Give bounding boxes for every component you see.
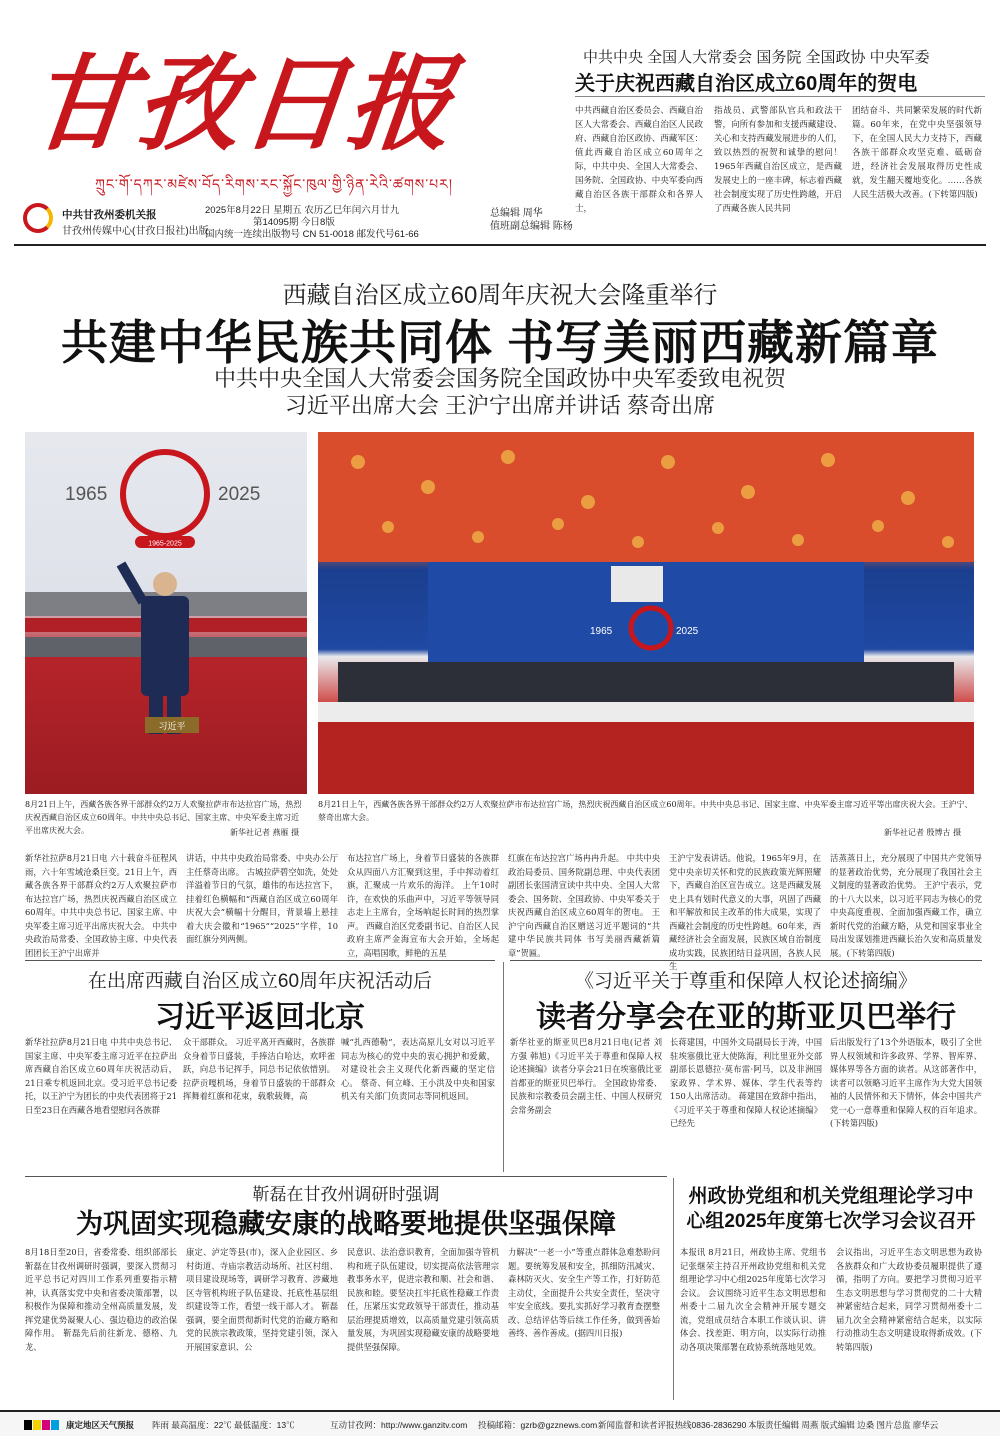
story4-kicker: 靳磊在甘孜州调研时强调 — [252, 1185, 440, 1204]
issue-codes: 国内统一连续出版物号 CN 51-0018 邮发代号61-66 — [205, 229, 419, 240]
story3-col-3: 后出版发行了13个外语版本，吸引了全世界人权领域和许多政界、学界、智库界、媒体界等各方面的读者。从这部著作中，读者可以领略习近平主席作为大党大国领袖的人民情怀和天下情怀，体会中国共产党一心一意尊重和保障人权的百年追求。(下转第四版) — [830, 1037, 982, 1128]
story5-headline — [680, 1184, 982, 1234]
masthead-rule — [14, 244, 986, 246]
publisher-logo-icon — [23, 203, 53, 233]
lead-subhead-1: 中共中央全国人大常委会国务院全国政协中央军委致电祝贺 — [213, 366, 786, 391]
org-line-1: 中共甘孜州委机关报 — [62, 209, 157, 221]
congrat-col-3: 团结奋斗、共同繁荣发展的时代新篇。60年来，在党中央坚强领导下，在全国人民大力支持下，西藏各族干部群众攻坚克难、砥砺奋进，经济社会发展取得历史性成就，发生翻天覆地变化。……各族人民生活极大改善。(下转第四版) — [852, 106, 982, 200]
story4-col-4: 力解决“一老一小”等重点群体急难愁盼问题。要统筹发展和安全，抓细防汛减灾、森林防灭火、安全生产等工作，打好防范主动仗，全面提升公共安全责任，坚决守牢安全底线。要扎实抓好学习教育查摆整改、总结评估等后续工作任务，做到善始善终、善作善成。(据四川日报) — [508, 1247, 660, 1338]
story3-headline: 读者分享会在亚的斯亚贝巴举行 — [536, 1001, 956, 1034]
footer-weather-label: 康定地区天气预报 — [66, 1420, 135, 1430]
print-color-bar — [24, 1419, 60, 1430]
photo-left-caption: 8月21日上午，西藏各族各界干部群众约2万人欢聚拉萨市布达拉宫广场，热烈庆祝西藏自治区成立60周年。中共中央总书记、国家主席、中央军委主席习近平出席庆祝大会。 — [25, 800, 302, 835]
lead-col-6: 活蒸蒸日上，充分展现了中国共产党领导的显著政治优势，充分展现了我国社会主义制度的显著政治优势。 王沪宁表示，党的十八大以来，以习近平同志为核心的党中央高度重视、全面加强西藏工作，确立新时代党的治藏方略，从党和国家事业全局出发谋划推进西藏长治久安和高质量发展。(下转第四版) — [830, 853, 982, 958]
photo-rostrum-wide — [318, 432, 974, 794]
lead-col-3: 布达拉宫广场上，身着节日盛装的各族群众从四面八方汇聚到这里，手中挥动着红旗，汇聚成一片欢乐的海洋。 上午10时许，在欢快的乐曲声中，习近平等领导同志走上主席台，全场响起长时间的热烈掌声。 西藏自治区党委副书记、自治区人民政府主席严金海宣布大会开始，全场起立，高唱国歌，鲜艳的五星 — [347, 853, 499, 958]
editors-info — [490, 207, 573, 233]
story2-headline: 习近平返回北京 — [155, 1001, 365, 1034]
figure-suit — [141, 596, 189, 696]
org-line-2: 甘孜州传媒中心(甘孜日报社)出版 — [62, 226, 209, 237]
story2-rule — [25, 960, 495, 961]
congrat-col-2: 指战员、武警部队官兵和政法干警，向所有参加和支援西藏建设、关心和支持西藏发展进步的人们，致以热烈的祝贺和诚挚的慰问！ 1965年西藏自治区成立，是西藏发展史上的一座丰碑，标志着西藏社会制度实现了历史性跨越，开启了西藏各族人民共同 — [714, 106, 842, 214]
masthead-tibetan-line: ཀྲུང་གོ་དཀར་མཛེས་བོད་རིགས་རང་སྐྱོང་ཁུལ་གྱི་ཉིན་རེའི་ཚགས་པར། — [95, 177, 453, 193]
crowd-row — [338, 662, 954, 702]
photo-right-credit: 新华社记者 殷博古 摄 — [884, 828, 962, 837]
lead-col-2: 讲话，中共中央政治局常委、中央办公厅主任蔡奇出席。 古城拉萨碧空如洗，处处洋溢着节日的气氛，雄伟的布达拉宫下，挂着红色横幅和“西藏自治区成立60周年庆祝大会”横幅十分醒目，背景墙上悬挂着大庆会徽和“1965”“2025”字样，10面红旗分列两侧。 — [186, 853, 338, 944]
chief-editor: 总编辑 周华 — [490, 208, 543, 219]
portrait-frame — [611, 566, 663, 602]
story2-kicker: 在出席西藏自治区成立60周年庆祝活动后 — [87, 971, 433, 992]
story2-col-3: 喊“扎西德勒”，表达高原儿女对以习近平同志为核心的党中央的衷心拥护和爱戴，对建设社会主义现代化新西藏的坚定信心。 蔡奇、何立峰、王小洪及中央和国家机关有关部门负责同志等同机返回。 — [341, 1037, 495, 1101]
issue-date: 2025年8月22日 星期五 农历乙巳年闰六月廿九 — [205, 205, 400, 216]
lead-headline: 共建中华民族共同体 书写美丽西藏新篇章 — [60, 316, 940, 369]
backdrop-year-end: 2025 — [676, 626, 699, 637]
story5-headline-line-2: 心组2025年度第七次学习会议召开 — [686, 1211, 976, 1232]
congrat-col-1: 中共西藏自治区委员会、西藏自治区人大常委会、西藏自治区人民政府、西藏自治区政协、西藏军区： 值此西藏自治区成立60周年之际，中共中央、全国人大常委会、国务院、全国政协、中央军委向西藏自治区各族干部群众和各界人士， — [575, 106, 703, 214]
footer-email[interactable]: 投稿邮箱：gzrb@gzznews.com — [478, 1420, 598, 1430]
lead-subhead-2: 习近平出席大会 王沪宁出席并讲话 蔡奇出席 — [284, 393, 716, 418]
footer-staff: 本版责任编辑 周燕 版式编辑 边桑 图片总监 廖华云 — [748, 1420, 939, 1430]
footer-website[interactable]: 互动甘孜网：http://www.ganzitv.com — [330, 1420, 468, 1430]
issue-info — [205, 205, 485, 241]
story4-col-1: 8月18日至20日，省委常委、组织部部长靳磊在甘孜州调研时强调，要深入贯彻习近平总书记对四川工作系列重要指示精神，认真落实党中央和省委决策部署，以积极作为保障和推动全州高质量发展，发挥党建优势凝聚人心、强边稳边的政治保障作用。 靳磊先后前往新龙、德格、九龙、 — [25, 1247, 177, 1352]
story3-rule — [510, 960, 982, 961]
nameplate-text: 习近平 — [158, 722, 186, 732]
emblem-year-end: 2025 — [218, 484, 261, 505]
photo-right-caption: 8月21日上午，西藏各族各界干部群众约2万人欢聚拉萨市布达拉宫广场，热烈庆祝西藏自治区成立60周年。中共中央总书记、国家主席、中央军委主席习近平等出席庆祝大会。王沪宁、蔡奇出席大会。 — [318, 800, 973, 822]
photo-left-credit: 新华社记者 燕雁 摄 — [230, 828, 300, 837]
anniversary-emblem-icon — [123, 452, 207, 536]
story5-col-2: 会议指出，习近平生态文明思想为政协各族群众和广大政协委员履职提供了遵循，指明了方向。要把学习贯彻习近平生态文明思想与学习贯彻党的二十大精神紧密结合起来，同学习贯彻州委十二届九次全会精神紧密结合起来，以实际行动推动生态文明建设取得新成效。(下转第四版) — [836, 1247, 982, 1352]
story3-col-1: 新华社亚的斯亚贝巴8月21日电(记者 刘方强 韩旭)《习近平关于尊重和保障人权论述摘编》读者分享会21日在埃塞俄比亚首都亚的斯亚贝巴举行。 全国政协常委、民族和宗教委员会副主任、中国人权研究会常务副会 — [510, 1037, 662, 1115]
issue-number: 第14095期 今日8版 — [253, 217, 335, 228]
footer-hotline: 新闻监督和读者评报热线0836-2836290 — [598, 1420, 747, 1430]
backdrop-year-start: 1965 — [590, 626, 613, 637]
story4-col-3: 民意识、法治意识教育，全面加强寺管机构和班子队伍建设，切实提高依法管理宗教事务水平，促进宗教和顺、社会和谐、民族和睦。要坚决扛牢托底性稳藏工作责任，压紧压实党政领导干部责任，推动基层治理提质增效，以高质量党建引领高质量发展，为巩固实现稳藏安康的战略要地提供坚强保障。 — [347, 1247, 499, 1352]
story2-col-2: 众干部群众。 习近平离开西藏时，各族群众身着节日盛装，手捧洁白哈达，欢呼雀跃，向总书记挥手，同总书记依依惜别。拉萨贡嘎机场，身着节日盛装的干部群众挥舞着红旗和花束，载歌载舞，高 — [183, 1037, 335, 1101]
story2-col-1: 新华社拉萨8月21日电 中共中央总书记、国家主席、中央军委主席习近平在拉萨出席西藏自治区成立60周年庆祝活动后，21日乘专机返回北京。受习近平总书记委托，以王沪宁为团长的中央代表团将于21日至23日在西藏各地看望慰问各族群 — [25, 1037, 177, 1115]
story3-col-2: 长蒋建国，中国外文局副局长于涛，中国驻埃塞俄比亚大使陈海，利比里亚外交部副部长恩德拉·莫布雷·阿马，以及非洲国家政界、学术界、媒体、学生代表等约150人出席活动。 蒋建国在致辞中指出，《习近平关于尊重和保障人权论述摘编》已经先 — [670, 1037, 822, 1128]
column-divider — [503, 962, 504, 1172]
duty-editor: 值班副总编辑 陈杨 — [490, 221, 573, 232]
story3-kicker: 《习近平关于尊重和保障人权论述摘编》 — [574, 971, 917, 992]
photo-leader-waving — [25, 432, 307, 794]
story4-headline: 为巩固实现稳藏安康的战略要地提供坚强保障 — [76, 1209, 616, 1239]
congrat-title: 关于庆祝西藏自治区成立60周年的贺电 — [575, 73, 918, 95]
photo-right-illustration — [318, 432, 974, 794]
lead-col-4: 红旗在布达拉宫广场冉冉升起。 中共中央政治局委员、国务院副总理、中央代表团副团长张国清宣读中共中央、全国人大常委会、国务院、全国政协、中央军委关于庆祝西藏自治区成立60周年的贺电。 王沪宁向西藏自治区赠送习近平题词的“共建中华民族共同体 书写美丽西藏新篇章”贺匾。 — [508, 853, 660, 958]
masthead-logo: 甘孜日报 — [23, 42, 461, 165]
congrat-rule — [575, 96, 985, 97]
footer-bar — [0, 1410, 1000, 1436]
emblem-year-start: 1965 — [65, 484, 108, 505]
lead-col-5: 王沪宁发表讲话。他说，1965年9月，在党中央亲切关怀和党的民族政策光辉照耀下，西藏自治区宣告成立。这是西藏发展史上具有划时代意义的大事，巩固了西藏和平解放和民主改革的伟大成果，实现了西藏社会制度的历史性跨越。60年来，西藏经济社会全面发展，民族区域自治制度成功实践，民族团结日益巩固，各族人民生 — [669, 853, 821, 971]
photo-left-illustration — [25, 432, 307, 794]
story4-rule — [25, 1176, 667, 1177]
congrat-senders: 中共中央 全国人大常委会 国务院 全国政协 中央军委 — [583, 49, 930, 66]
lead-col-1: 新华社拉萨8月21日电 六十载奋斗征程风雨，六十年雪域沧桑巨变。21日上午，西藏各族各界干部群众约2万人欢聚拉萨市布达拉宫广场，热烈庆祝西藏自治区成立60周年。中共中央总书记、国家主席、中央军委主席习近平出席庆祝大会。 中共中央政治局常委、全国政协主席、中央代表团团长王沪宁出席并 — [25, 853, 177, 958]
story5-headline-line-1: 州政协党组和机关党组理论学习中 — [688, 1186, 974, 1207]
lead-kicker: 西藏自治区成立60周年庆祝大会隆重举行 — [282, 282, 718, 309]
footer-weather: 阵雨 最高温度：22℃ 最低温度：13℃ — [152, 1420, 295, 1430]
story4-col-2: 康定、泸定等县(市)，深入企业园区、乡村街道、寺庙宗教活动场所、社区村组、项目建设现场等，调研学习教育、涉藏地区寺管机构班子队伍建设、托底性基层组织建设等工作，看望一线干部人才。 靳磊强调，要全面贯彻新时代党的治藏方略和党的民族宗教政策，坚持党建引领，深入开展国家意识、公 — [186, 1247, 338, 1352]
story5-col-1: 本报讯 8月21日，州政协主席、党组书记张继荣主持召开州政协党组和机关党组理论学习中心组2025年度第七次学习会议。 会议围绕习近平生态文明思想和州委十二届九次全会精神开展专题交流，党组成员结合本职工作谈认识、讲体会、找差距、明方向，以实际行动推动各项决策部署在政协系统落地见效。 — [680, 1247, 826, 1352]
column-divider-2 — [673, 1178, 674, 1400]
emblem-ribbon-text: 1965-2025 — [148, 540, 182, 548]
